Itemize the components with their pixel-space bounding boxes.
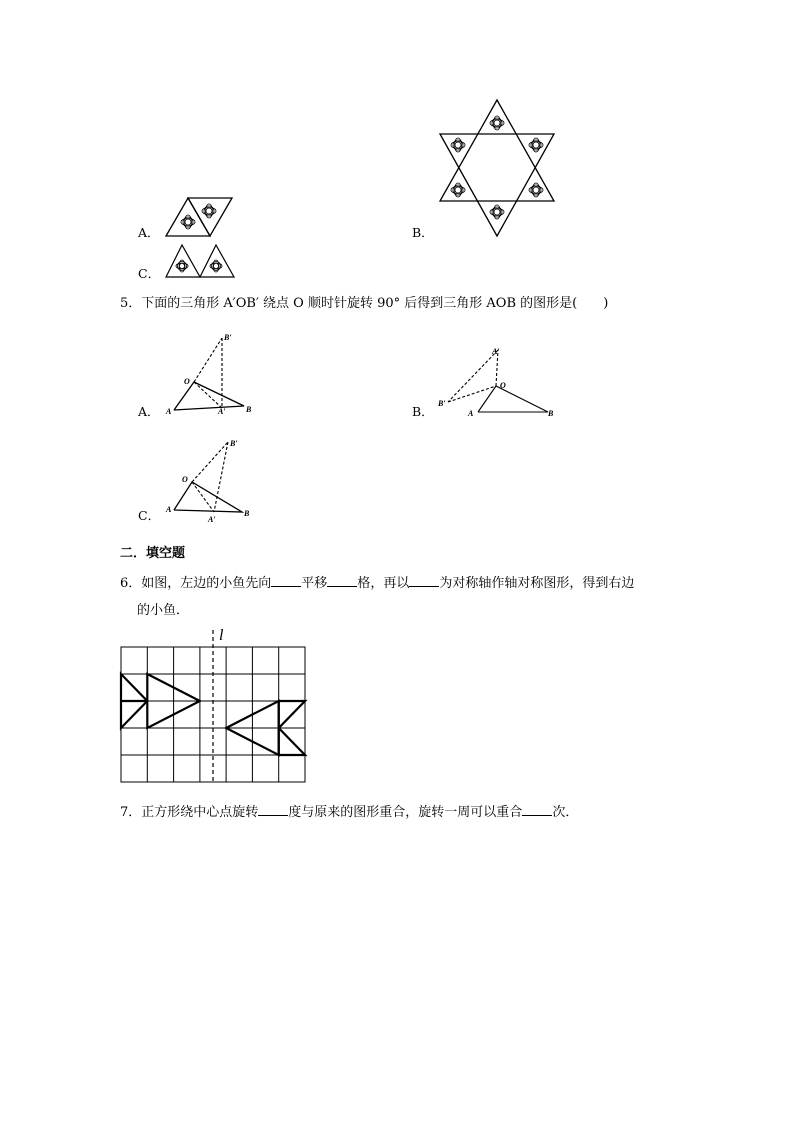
q5-option-b-figure	[436, 344, 560, 416]
label-a-prime: A′	[218, 407, 226, 416]
q6-text-2: 平移	[301, 576, 328, 591]
flower-icon	[451, 183, 465, 197]
q4-option-a-label[interactable]: A．	[138, 225, 160, 240]
label-o: O	[182, 475, 188, 484]
label-a-prime: A′	[492, 347, 500, 356]
flower-icon	[181, 215, 195, 229]
flower-icon	[451, 138, 465, 152]
axis-label-l: l	[219, 627, 224, 644]
q6-text-4: 为对称轴作轴对称图形，得到右边	[439, 576, 635, 591]
q7-blank-2[interactable]	[522, 802, 552, 816]
q5-option-c-label[interactable]: C．	[138, 508, 161, 523]
q6-blank-1[interactable]	[271, 573, 301, 587]
q7-text-1: 正方形绕中心点旋转	[141, 805, 259, 820]
q4-option-b-label[interactable]: B．	[412, 225, 434, 240]
flower-icon	[490, 205, 504, 219]
q7-line	[120, 802, 578, 822]
q6-text-1: 如图，左边的小鱼先向	[141, 576, 272, 591]
flower-icon	[490, 116, 504, 130]
label-b-prime: B′	[230, 439, 238, 448]
label-a-prime: A′	[208, 515, 216, 524]
q7-blank-1[interactable]	[258, 802, 288, 816]
label-b: B	[246, 405, 252, 414]
flower-icon	[529, 183, 543, 197]
q6-grid-figure	[120, 624, 308, 786]
label-b-prime: B′	[224, 333, 232, 342]
label-a: A	[166, 407, 172, 416]
q5-stem-text: 下面的三角形 A′OB′ 绕点 O 顺时针旋转 90° 后得到三角形 AOB 的图形是( )	[141, 296, 609, 311]
section-title: 二．填空题	[120, 546, 186, 561]
q6-blank-2[interactable]	[327, 573, 357, 587]
q5-option-c-figure	[164, 436, 256, 522]
label-b-prime: B′	[438, 399, 446, 408]
label-a: A	[166, 505, 172, 514]
q4-option-a-figure	[164, 196, 236, 238]
q7-text-3: 次．	[552, 805, 579, 820]
q7-text-2: 度与原来的图形重合，旋转一周可以重合	[288, 805, 523, 820]
flower-icon	[202, 204, 216, 218]
q4-option-c-label[interactable]: C．	[138, 266, 161, 281]
q6-text-3: 格，再以	[357, 576, 410, 591]
q6-number: 6．	[120, 576, 142, 591]
q4-option-b-figure	[436, 98, 558, 238]
flower-icon	[529, 138, 543, 152]
label-b: B	[548, 409, 554, 418]
q5-option-a-figure	[164, 332, 264, 416]
label-b: B	[244, 509, 250, 518]
q6-blank-3[interactable]	[409, 573, 439, 587]
label-o: O	[500, 381, 506, 390]
q5-option-a-label[interactable]: A．	[138, 404, 160, 419]
label-a: A	[468, 409, 474, 418]
flower-icon	[176, 260, 188, 272]
label-o: O	[184, 377, 190, 386]
q6-line2: 的小鱼．	[137, 603, 190, 618]
q4-option-c-figure	[164, 243, 236, 279]
q7-number: 7．	[120, 805, 142, 820]
q5-number: 5．	[120, 296, 142, 311]
flower-icon	[210, 260, 222, 272]
q6-line1	[120, 573, 634, 593]
q5-stem	[120, 295, 608, 313]
q5-option-b-label[interactable]: B．	[412, 404, 434, 419]
